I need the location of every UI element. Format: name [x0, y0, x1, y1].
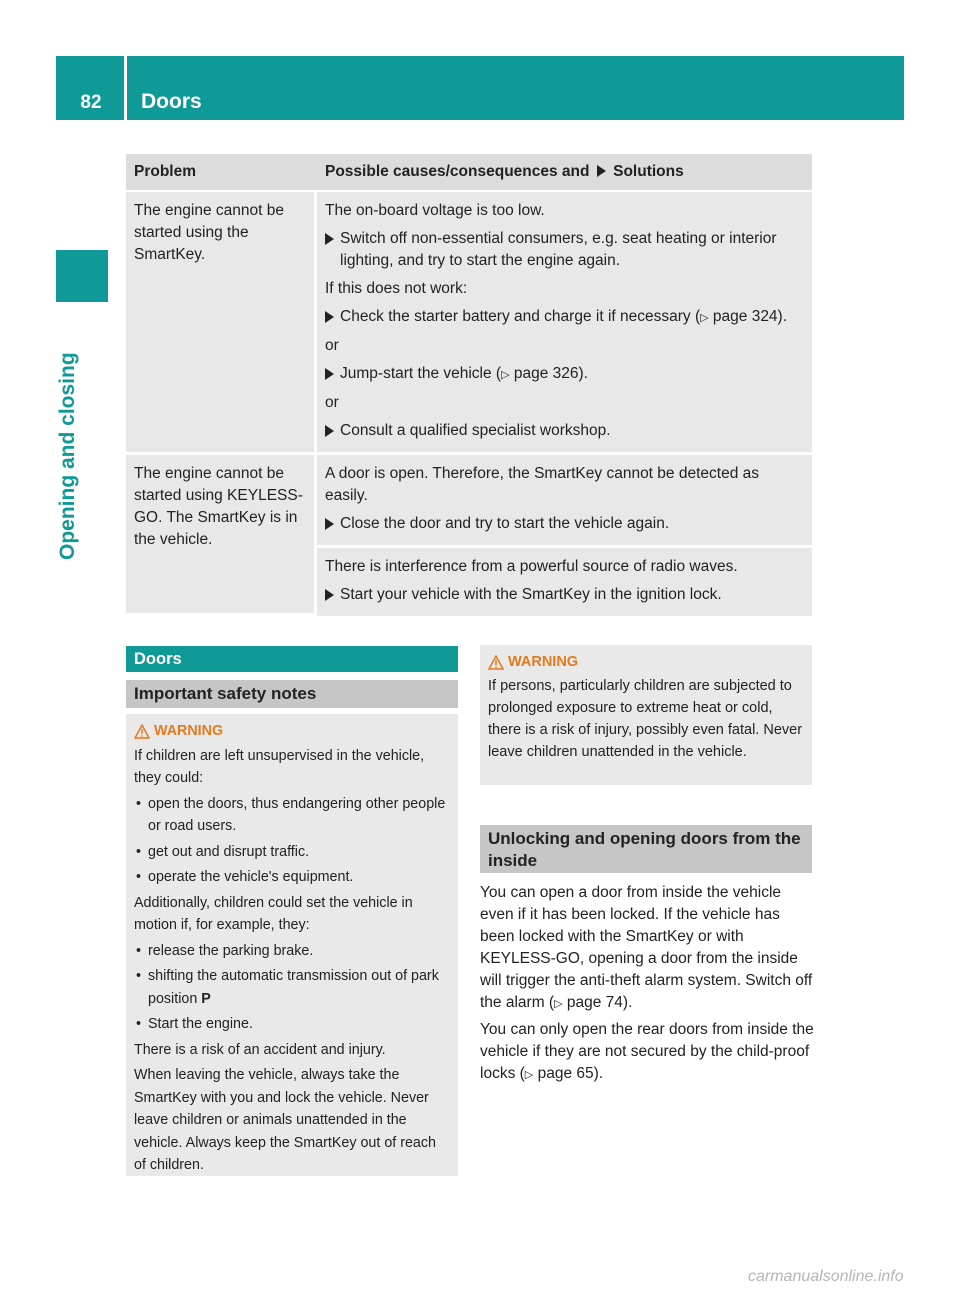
watermark: carmanualsonline.info [748, 1268, 904, 1285]
arrow-icon [325, 233, 334, 245]
page-ref-icon: ▷ [554, 998, 563, 1010]
solution-cell: There is interference from a powerful source of radio waves. Start your vehicle with the SmartKey in the ignition lock. [317, 548, 812, 616]
warning-title: WARNING [508, 654, 579, 670]
arrow-icon [325, 589, 334, 601]
list-item: • Start the engine. [134, 1013, 450, 1036]
warning-box-children: WARNING If children are left unsupervised in the vehicle, they could: • open the doors, thus endangering other people or road users. • get out and disrupt traffic. • operate the vehicle's equipment. Additionally, children could set the vehicle in motion if, for example, they: • release the parking brake. • shifting the automatic transmission out of park position P • Start the engine. There is a risk of an accident and injury. When leaving the vehicle, always take the SmartKey with you and lock the vehicle. Never leave children or animals unattended in the vehicle. Always keep the SmartKey out of reach of children. [126, 714, 458, 1176]
problem-cell: The engine cannot be started using KEYLESS-GO. The SmartKey is in the vehicle. [126, 455, 317, 616]
list-item: • operate the vehicle's equipment. [134, 866, 450, 889]
problem-cell: The engine cannot be started using the SmartKey. [126, 192, 317, 455]
list-item: • get out and disrupt traffic. [134, 841, 450, 864]
doors-heading: Doors [126, 646, 458, 672]
section-title: Doors [141, 90, 202, 113]
col-problem-header: Problem [126, 154, 317, 192]
list-item: • release the parking brake. [134, 940, 450, 963]
table-header-row [126, 154, 812, 192]
arrow-icon [597, 165, 606, 177]
list-item: • open the doors, thus endangering other people or road users. [134, 793, 450, 838]
page-ref-link[interactable]: page 74). [566, 994, 633, 1011]
table-row [126, 455, 812, 548]
table-row [126, 192, 812, 455]
page-ref-link[interactable]: page 324). [712, 308, 788, 325]
arrow-icon [325, 518, 334, 530]
side-tab-marker [56, 250, 108, 302]
chapter-label: Opening and closing [56, 352, 79, 560]
page-ref-link[interactable]: page 326). [513, 365, 588, 382]
unlocking-heading: Unlocking and opening doors from the inside [480, 825, 812, 873]
warning-title: WARNING [154, 723, 224, 739]
warning-box-heat: WARNING If persons, particularly children are subjected to prolonged exposure to extreme heat or cold, there is a risk of injury, possibly even fatal. Never leave children unattended in the vehicle. [480, 645, 812, 785]
unlocking-body: You can open a door from inside the vehicle even if it has been locked. If the vehicle has been locked with the SmartKey or with KEYLESS-GO, opening a door from the inside will trigger the anti-theft alarm system. Switch off the alarm (▷ page 74). You can only open the rear doors from inside the vehicle if they are not secured by the child-proof locks (▷ page 65). [480, 884, 814, 1082]
arrow-icon [325, 368, 334, 380]
solution-cell: A door is open. Therefore, the SmartKey cannot be detected as easily. Close the door and try to start the vehicle again. [317, 455, 812, 548]
page-ref-link[interactable]: page 65). [537, 1065, 604, 1082]
safety-notes-heading: Important safety notes [126, 680, 458, 708]
page-ref-icon: ▷ [700, 312, 709, 324]
warning-triangle-icon [134, 724, 150, 739]
solution-cell: The on-board voltage is too low. Switch off non-essential consumers, e.g. seat heating or interior lighting, and try to start the engine again. If this does not work: Check the starter battery and charge it if necessary (▷ page 324). or Jump-start the vehicle (▷ page 326). or Consult a qualified specialist workshop. [317, 192, 812, 455]
page-ref-icon: ▷ [501, 369, 510, 381]
troubleshooting-table [126, 154, 812, 616]
col-solutions-header: Possible causes/consequences and Solutions [317, 154, 812, 192]
list-item: • shifting the automatic transmission out of park position P [134, 965, 450, 1010]
arrow-icon [325, 425, 334, 437]
header-divider [124, 56, 127, 120]
arrow-icon [325, 311, 334, 323]
page-number: 82 [80, 92, 102, 113]
page-ref-icon: ▷ [524, 1069, 534, 1081]
warning-triangle-icon [488, 655, 504, 670]
